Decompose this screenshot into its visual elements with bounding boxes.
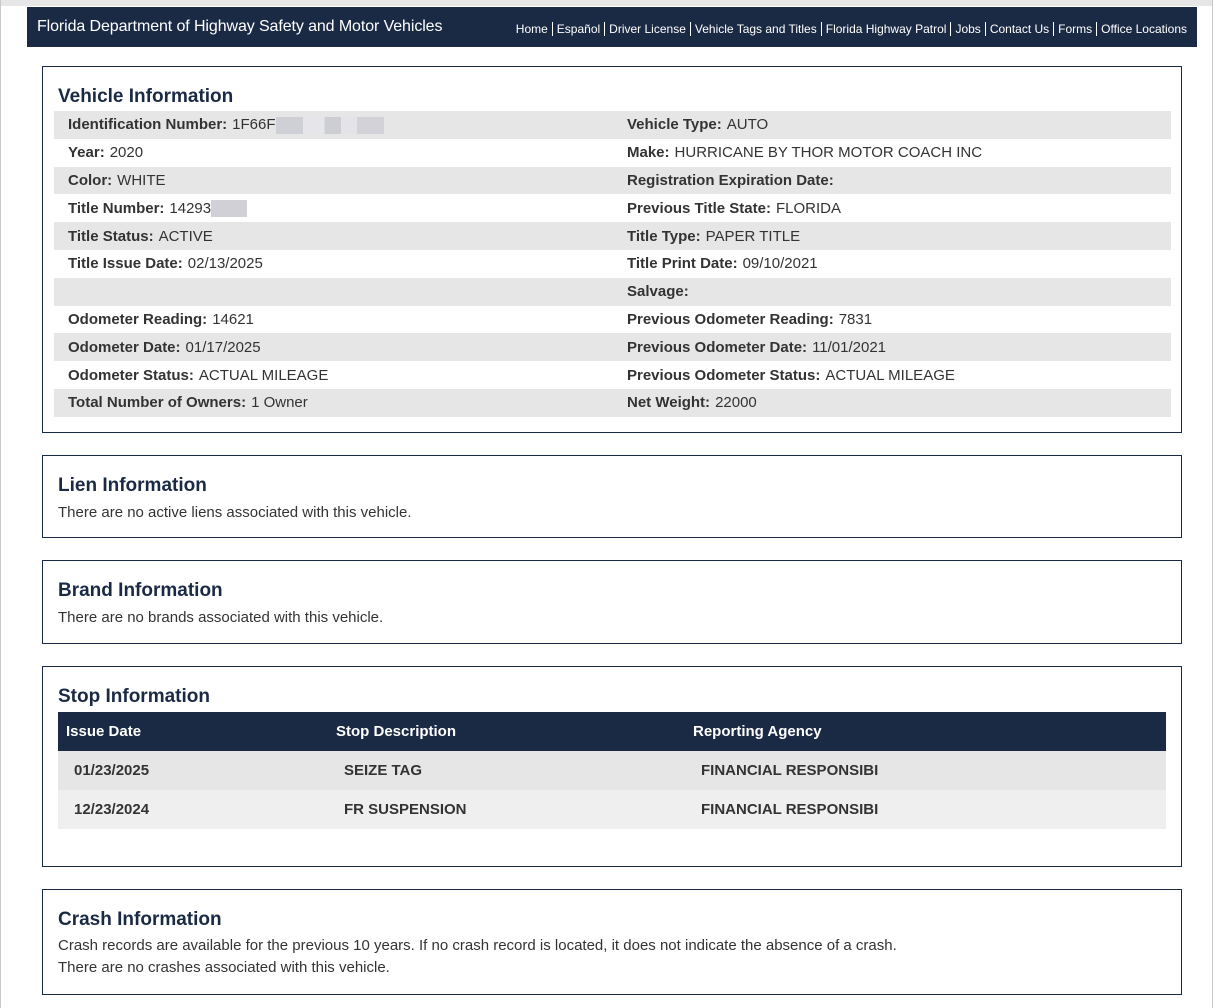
vehicle-info-cell xyxy=(613,339,1171,356)
title-issue-date-value: 02/13/2025 xyxy=(187,255,263,273)
nav-forms[interactable]: Forms xyxy=(1053,22,1096,36)
nav-contact-us[interactable]: Contact Us xyxy=(985,22,1053,36)
stop-table-header-row xyxy=(58,712,1166,751)
nav-home[interactable]: Home xyxy=(515,21,548,36)
odometer-status-label: Odometer Status: xyxy=(68,366,194,384)
previous-odometer-status-label: Previous Odometer Status: xyxy=(627,366,821,384)
vehicle-info-row xyxy=(54,194,1171,222)
vehicle-info-cell xyxy=(613,255,1171,272)
brand-information-title: Brand Information xyxy=(58,580,223,601)
vehicle-info-cell xyxy=(613,367,1171,384)
make-value: HURRICANE BY THOR MOTOR COACH INC xyxy=(674,144,983,162)
vehicle-info-row xyxy=(54,222,1171,250)
previous-odometer-date-value: 11/01/2021 xyxy=(812,338,887,356)
odometer-date-label: Odometer Date: xyxy=(68,338,181,356)
previous-odometer-reading-label: Previous Odometer Reading: xyxy=(627,310,834,328)
crash-information-panel xyxy=(42,889,1182,995)
vehicle-info-cell xyxy=(54,255,613,272)
column-header-stop-description: Stop Description xyxy=(328,712,685,751)
vehicle-info-row xyxy=(54,389,1171,417)
registration-expiration-date-label: Registration Expiration Date: xyxy=(627,171,834,189)
vehicle-info-cell xyxy=(613,172,1171,189)
vehicle-information-grid xyxy=(54,111,1171,417)
vehicle-info-row xyxy=(54,361,1171,389)
vehicle-info-cell xyxy=(54,144,613,161)
stop-description: FR SUSPENSION xyxy=(328,790,685,829)
odometer-date-value: 01/17/2025 xyxy=(185,338,261,356)
previous-title-state-value: FLORIDA xyxy=(775,199,841,217)
window-left-edge xyxy=(0,0,1,1008)
table-row xyxy=(58,751,1166,790)
stop-issue-date: 12/23/2024 xyxy=(58,790,328,829)
vehicle-info-cell xyxy=(54,200,613,218)
stop-reporting-agency: FINANCIAL RESPONSIBI xyxy=(685,751,1166,790)
vehicle-info-cell xyxy=(613,283,1171,300)
stop-table xyxy=(58,712,1166,829)
vehicle-info-cell xyxy=(613,394,1171,411)
site-header xyxy=(27,7,1197,47)
net-weight-value: 22000 xyxy=(715,394,757,412)
vehicle-info-cell xyxy=(613,200,1171,217)
vehicle-info-row xyxy=(54,111,1171,139)
vehicle-information-panel xyxy=(42,66,1182,433)
odometer-reading-label: Odometer Reading: xyxy=(68,310,208,328)
vehicle-information-title: Vehicle Information xyxy=(58,86,234,107)
lien-information-title: Lien Information xyxy=(58,475,207,496)
vehicle-info-cell xyxy=(613,116,1171,133)
title-print-date-value: 09/10/2021 xyxy=(742,255,818,273)
vehicle-info-cell xyxy=(54,339,613,356)
previous-odometer-date-label: Previous Odometer Date: xyxy=(627,338,808,356)
salvage-label: Salvage: xyxy=(627,283,689,301)
odometer-reading-value: 14621 xyxy=(212,310,254,328)
net-weight-label: Net Weight: xyxy=(627,394,711,412)
vehicle-info-row xyxy=(54,250,1171,278)
vehicle-info-cell xyxy=(54,228,613,245)
vehicle-info-row xyxy=(54,278,1171,306)
vehicle-info-row xyxy=(54,167,1171,195)
vehicle-info-cell xyxy=(54,116,613,134)
brand-information-panel xyxy=(42,560,1182,644)
previous-title-state-label: Previous Title State: xyxy=(627,199,771,217)
brand-information-message: There are no brands associated with this vehicle. xyxy=(58,609,384,626)
identification-number-value: 1F66F xyxy=(232,116,276,134)
stop-description: SEIZE TAG xyxy=(328,751,685,790)
vehicle-info-cell xyxy=(54,311,613,328)
lien-information-panel xyxy=(42,455,1182,538)
previous-odometer-status-value: ACTUAL MILEAGE xyxy=(825,366,955,384)
title-status-value: ACTIVE xyxy=(158,227,213,245)
vehicle-info-row xyxy=(54,333,1171,361)
vehicle-type-label: Vehicle Type: xyxy=(627,116,722,134)
identification-number-label: Identification Number: xyxy=(68,116,228,134)
title-number-value: 14293 xyxy=(169,199,212,217)
lien-information-message: There are no active liens associated with this vehicle. xyxy=(58,504,412,521)
year-value: 2020 xyxy=(109,144,144,162)
stop-reporting-agency: FINANCIAL RESPONSIBI xyxy=(685,790,1166,829)
crash-information-note: Crash records are available for the previous 10 years. If no crash record is located, it does not indicate the absence of a crash. xyxy=(58,937,897,954)
vehicle-info-cell xyxy=(54,367,613,384)
agency-title[interactable]: Florida Department of Highway Safety and Motor Vehicles xyxy=(37,18,443,35)
year-label: Year: xyxy=(68,144,105,162)
title-print-date-label: Title Print Date: xyxy=(627,255,738,273)
nav-florida-highway-patrol[interactable]: Florida Highway Patrol xyxy=(821,22,951,36)
vehicle-info-row xyxy=(54,306,1171,334)
color-label: Color: xyxy=(68,171,113,189)
vehicle-info-row xyxy=(54,139,1171,167)
table-row xyxy=(58,790,1166,829)
odometer-status-value: ACTUAL MILEAGE xyxy=(198,366,329,384)
crash-information-title: Crash Information xyxy=(58,909,222,930)
stop-issue-date: 01/23/2025 xyxy=(58,751,328,790)
redaction-block xyxy=(211,200,247,217)
vehicle-info-cell xyxy=(54,172,613,189)
column-header-issue-date: Issue Date xyxy=(58,712,328,751)
main-nav xyxy=(512,22,1187,36)
nav-driver-license[interactable]: Driver License xyxy=(604,22,690,36)
redaction-block xyxy=(276,117,384,134)
title-number-label: Title Number: xyxy=(68,199,165,217)
stop-information-panel xyxy=(42,666,1182,867)
total-owners-value: 1 Owner xyxy=(251,394,308,412)
previous-odometer-reading-value: 7831 xyxy=(838,310,873,328)
title-status-label: Title Status: xyxy=(68,227,154,245)
vehicle-info-cell xyxy=(613,311,1171,328)
vehicle-info-cell xyxy=(613,144,1171,161)
title-issue-date-label: Title Issue Date: xyxy=(68,255,183,273)
nav-vehicle-tags-titles[interactable]: Vehicle Tags and Titles xyxy=(690,22,821,36)
vehicle-info-cell xyxy=(54,394,613,411)
color-value: WHITE xyxy=(117,171,166,189)
stop-information-title: Stop Information xyxy=(58,686,210,707)
nav-espanol[interactable]: Español xyxy=(552,22,604,36)
window-top-edge xyxy=(0,0,1213,6)
make-label: Make: xyxy=(627,144,670,162)
vehicle-info-cell xyxy=(613,228,1171,245)
column-header-reporting-agency: Reporting Agency xyxy=(685,712,1166,751)
nav-jobs[interactable]: Jobs xyxy=(950,22,984,36)
crash-information-message: There are no crashes associated with this vehicle. xyxy=(58,959,390,976)
title-type-value: PAPER TITLE xyxy=(705,227,801,245)
total-owners-label: Total Number of Owners: xyxy=(68,394,247,412)
vehicle-info-cell xyxy=(54,283,613,300)
vehicle-type-value: AUTO xyxy=(726,116,769,134)
nav-office-locations[interactable]: Office Locations xyxy=(1096,22,1187,36)
title-type-label: Title Type: xyxy=(627,227,701,245)
